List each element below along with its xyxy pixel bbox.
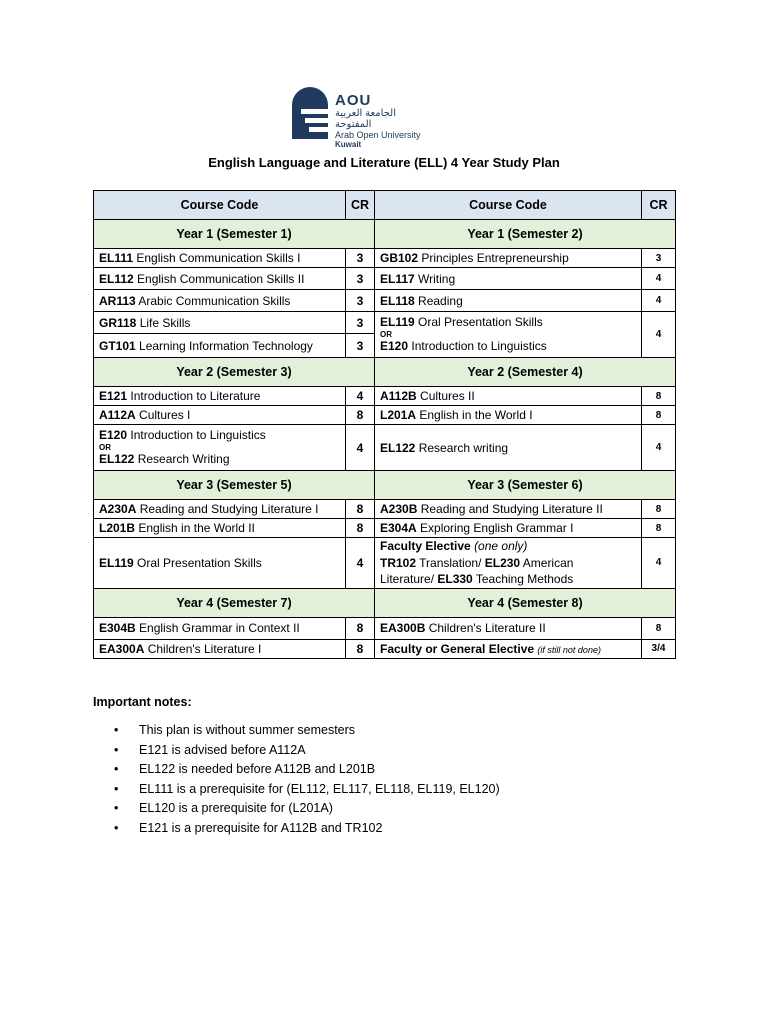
semester-label: Year 1 (Semester 1) (94, 220, 375, 249)
course-cell (94, 406, 346, 425)
course-title: English Grammar in Context II (135, 621, 300, 635)
study-plan-table (93, 190, 676, 659)
semester-label: Year 3 (Semester 5) (94, 471, 375, 500)
course-code: L201B (99, 521, 136, 535)
table-row (94, 290, 676, 312)
table-row (94, 406, 676, 425)
list-item: • EL122 is needed before A112B and L201B (139, 760, 500, 780)
or-label: OR (380, 330, 392, 339)
course-title: Research writing (415, 440, 509, 455)
course-code: GB102 (380, 251, 419, 265)
course-cell (375, 500, 642, 519)
course-title: Reading and Studying Literature I (136, 502, 319, 516)
course-title: Introduction to Linguistics (408, 339, 547, 353)
course-code: EL230 (484, 555, 521, 570)
course-title: Translation/ (416, 555, 485, 570)
course-code: EL330 (437, 572, 473, 586)
course-title: Research Writing (134, 452, 230, 466)
course-code: E120 (99, 428, 128, 442)
semester-row (94, 588, 676, 617)
table-row (94, 312, 676, 334)
course-title: American (520, 555, 574, 570)
header-course-code: Course Code (94, 191, 346, 220)
credit-cell: 8 (642, 406, 676, 425)
table-row (94, 538, 676, 589)
semester-label: Year 3 (Semester 6) (375, 471, 676, 500)
course-code: EL122 (380, 440, 416, 455)
semester-label: Year 2 (Semester 3) (94, 358, 375, 387)
credit-cell: 4 (642, 538, 676, 589)
course-code: A230A (99, 502, 137, 516)
header-course-code: Course Code (375, 191, 642, 220)
course-title: Principles Entrepreneurship (418, 251, 569, 265)
credit-cell: 8 (346, 519, 375, 538)
header-cr: CR (346, 191, 375, 220)
course-cell (375, 519, 642, 538)
combined-course-cell (94, 425, 346, 471)
logo-branch: Kuwait (335, 140, 362, 149)
logo-arabic-name: الجامعة العربية المفتوحة (335, 108, 396, 130)
aou-logo (291, 87, 431, 149)
course-title: Life Skills (136, 315, 191, 330)
course-code: E304A (380, 521, 417, 535)
course-title: Oral Presentation Skills (133, 555, 262, 570)
course-code: A112B (380, 389, 417, 403)
semester-label: Year 4 (Semester 8) (375, 588, 676, 617)
credit-cell: 4 (346, 425, 375, 471)
credit-cell: 8 (346, 500, 375, 519)
credit-cell: 8 (642, 519, 676, 538)
credit-cell: 8 (642, 500, 676, 519)
elective-label: Faculty or General Elective (380, 641, 535, 656)
table-row (94, 249, 676, 268)
list-item: • E121 is advised before A112A (139, 741, 500, 761)
aou-emblem-icon (291, 87, 329, 139)
course-title: English in the World I (416, 408, 533, 422)
table-row (94, 425, 676, 471)
elective-note: (if still not done) (537, 644, 601, 655)
course-code: GT101 (99, 338, 136, 353)
credit-cell: 4 (642, 312, 676, 358)
combined-course-cell (375, 312, 642, 358)
course-title: Introduction to Literature (127, 389, 261, 403)
semester-label: Year 4 (Semester 7) (94, 588, 375, 617)
course-cell (94, 268, 346, 290)
credit-cell: 4 (642, 268, 676, 290)
course-cell (375, 290, 642, 312)
course-cell (94, 538, 346, 589)
course-code: EL119 (99, 555, 134, 570)
credit-cell: 3 (346, 290, 375, 312)
faculty-elective-label: Faculty Elective (380, 539, 471, 553)
credit-cell: 3 (642, 249, 676, 268)
semester-row (94, 471, 676, 500)
credit-cell: 4 (642, 425, 676, 471)
course-cell (94, 334, 346, 358)
course-title: English Communication Skills II (133, 271, 305, 286)
course-code: GR118 (99, 315, 137, 330)
credit-cell: 8 (642, 617, 676, 639)
table-row (94, 519, 676, 538)
list-item: • This plan is without summer semesters (139, 721, 500, 741)
credit-cell: 3/4 (642, 639, 676, 658)
semester-label: Year 2 (Semester 4) (375, 358, 676, 387)
course-code: L201A (380, 408, 417, 422)
notes-list (93, 721, 500, 838)
course-code: EL118 (380, 293, 415, 308)
course-title: English Communication Skills I (133, 251, 301, 265)
list-item: • EL120 is a prerequisite for (L201A) (139, 799, 500, 819)
notes-title: Important notes: (93, 695, 192, 709)
course-cell (94, 500, 346, 519)
course-code: AR113 (99, 293, 136, 308)
credit-cell: 3 (346, 312, 375, 334)
course-code: E121 (99, 389, 128, 403)
course-cell (375, 406, 642, 425)
table-row (94, 500, 676, 519)
course-code: E304B (99, 621, 136, 635)
course-cell (94, 639, 346, 658)
or-label: OR (99, 443, 111, 452)
semester-row (94, 220, 676, 249)
course-title: Introduction to Linguistics (127, 428, 266, 442)
credit-cell: 4 (346, 538, 375, 589)
course-cell (94, 519, 346, 538)
table-row (94, 617, 676, 639)
course-title: Cultures II (416, 389, 475, 403)
credit-cell: 4 (346, 387, 375, 406)
course-cell (94, 290, 346, 312)
course-code: A230B (380, 502, 418, 516)
course-cell (94, 617, 346, 639)
course-title: Children's Literature I (144, 641, 262, 656)
credit-cell: 3 (346, 334, 375, 358)
table-row (94, 268, 676, 290)
course-code: E120 (380, 339, 409, 353)
course-title: Reading and Studying Literature II (417, 502, 603, 516)
course-title: Literature/ (380, 572, 438, 586)
credit-cell: 8 (346, 617, 375, 639)
course-code: A112A (99, 408, 136, 422)
course-title: Children's Literature II (425, 621, 546, 635)
course-title: Arabic Communication Skills (135, 293, 291, 308)
faculty-elective-note: (one only) (474, 539, 528, 553)
semester-label: Year 1 (Semester 2) (375, 220, 676, 249)
course-cell (375, 249, 642, 268)
course-code: EL119 (380, 315, 415, 329)
course-title: Cultures I (135, 408, 191, 422)
semester-row (94, 358, 676, 387)
course-title: English in the World II (135, 521, 255, 535)
document-title: English Language and Literature (ELL) 4 Year Study Plan (208, 155, 560, 170)
credit-cell: 8 (346, 406, 375, 425)
table-header-row (94, 191, 676, 220)
list-item: • E121 is a prerequisite for A112B and TR102 (139, 819, 500, 839)
course-title: Writing (414, 271, 456, 286)
course-cell (94, 387, 346, 406)
course-cell (375, 639, 642, 658)
faculty-elective-cell (375, 538, 642, 589)
course-title: Oral Presentation Skills (414, 315, 543, 329)
course-title: Reading (414, 293, 463, 308)
course-cell (94, 249, 346, 268)
course-title: Learning Information Technology (135, 338, 313, 353)
course-title: Teaching Methods (472, 572, 574, 586)
header-cr: CR (642, 191, 676, 220)
course-code: EL117 (380, 271, 415, 286)
course-title: Exploring English Grammar I (416, 521, 574, 535)
list-item: • EL111 is a prerequisite for (EL112, EL117, EL118, EL119, EL120) (139, 780, 500, 800)
course-code: EL111 (99, 251, 134, 265)
course-code: EL122 (99, 452, 135, 466)
table-row (94, 639, 676, 658)
credit-cell: 8 (346, 639, 375, 658)
course-cell (375, 425, 642, 471)
credit-cell: 3 (346, 268, 375, 290)
course-cell (94, 312, 346, 334)
course-code: EA300B (380, 621, 426, 635)
important-notes (93, 695, 500, 838)
course-code: TR102 (380, 555, 417, 570)
course-cell (375, 387, 642, 406)
logo-english-name: Arab Open University (335, 130, 421, 140)
course-cell (375, 617, 642, 639)
credit-cell: 8 (642, 387, 676, 406)
table-row (94, 387, 676, 406)
logo-abbreviation: AOU (335, 92, 372, 109)
credit-cell: 4 (642, 290, 676, 312)
credit-cell: 3 (346, 249, 375, 268)
course-code: EA300A (99, 641, 145, 656)
course-code: EL112 (99, 271, 134, 286)
course-cell (375, 268, 642, 290)
